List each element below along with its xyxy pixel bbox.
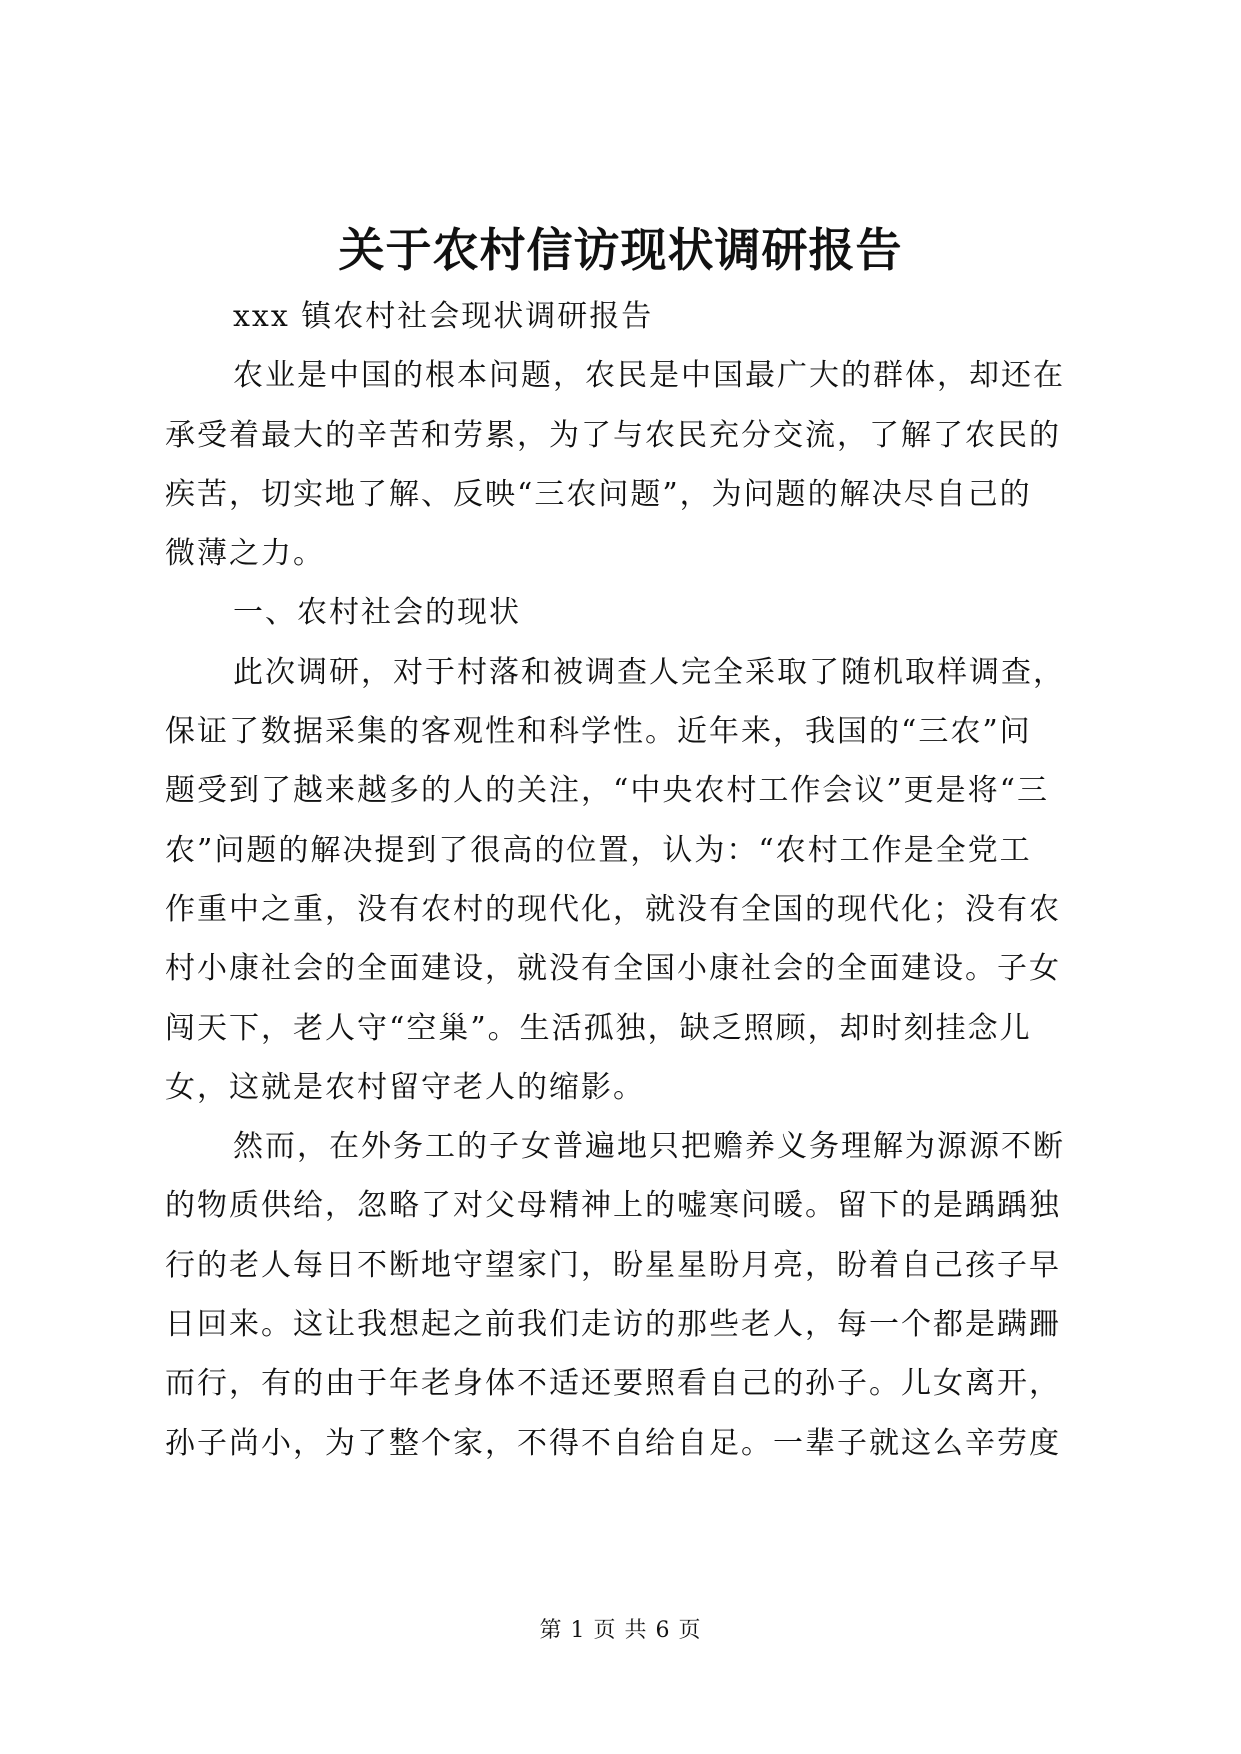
paragraph-line: 保证了数据采集的客观性和科学性。近年来，我国的“三农”问 (165, 714, 1032, 750)
paragraph-line: 作重中之重，没有农村的现代化，就没有全国的现代化；没有农 (165, 891, 1061, 927)
paragraph-line: 村小康社会的全面建设，就没有全国小康社会的全面建设。子女 (165, 951, 1061, 987)
paragraph-line: 此次调研，对于村落和被调查人完全采取了随机取样调查， (233, 654, 1065, 690)
subtitle-line: xxx 镇农村社会现状调研报告 (233, 299, 654, 334)
paragraph-line: 孙子尚小，为了整个家，不得不自给自足。一辈子就这么辛劳度 (165, 1425, 1061, 1461)
page-footer: 第 1 页 共 6 页 (539, 1618, 702, 1643)
paragraph-line: 行的老人每日不断地守望家门，盼星星盼月亮，盼着自己孩子早 (165, 1247, 1061, 1283)
paragraph-line: 题受到了越来越多的人的关注，“中央农村工作会议”更是将“三 (165, 773, 1050, 809)
paragraph-line: 女，这就是农村留守老人的缩影。 (165, 1069, 645, 1105)
paragraph-line: 农业是中国的根本问题，农民是中国最广大的群体，却还在 (233, 358, 1065, 394)
paragraph-line: 的物质供给，忽略了对父母精神上的嘘寒问暖。留下的是踽踽独 (165, 1188, 1061, 1224)
paragraph-line: 疾苦，切实地了解、反映“三农问题”，为问题的解决尽自己的 (165, 476, 1032, 512)
paragraph-line: 然而，在外务工的子女普遍地只把赡养义务理解为源源不断 (233, 1129, 1065, 1165)
paragraph-line: 而行，有的由于年老身体不适还要照看自己的孙子。儿女离开， (165, 1366, 1061, 1402)
paragraph-line: 微薄之力。 (165, 536, 325, 572)
section-heading: 一、农村社会的现状 (233, 595, 521, 631)
paragraph-line: 农”问题的解决提到了很高的位置，认为：“农村工作是全党工 (165, 832, 1032, 868)
document-title: 关于农村信访现状调研报告 (338, 223, 903, 277)
paragraph-line: 承受着最大的辛苦和劳累，为了与农民充分交流，了解了农民的 (165, 417, 1061, 453)
paragraph-line: 日回来。这让我想起之前我们走访的那些老人，每一个都是蹒跚 (165, 1307, 1061, 1343)
paragraph-line: 闯天下，老人守“空巢”。生活孤独，缺乏照顾，却时刻挂念儿 (165, 1010, 1032, 1046)
document-body (165, 287, 1085, 1473)
